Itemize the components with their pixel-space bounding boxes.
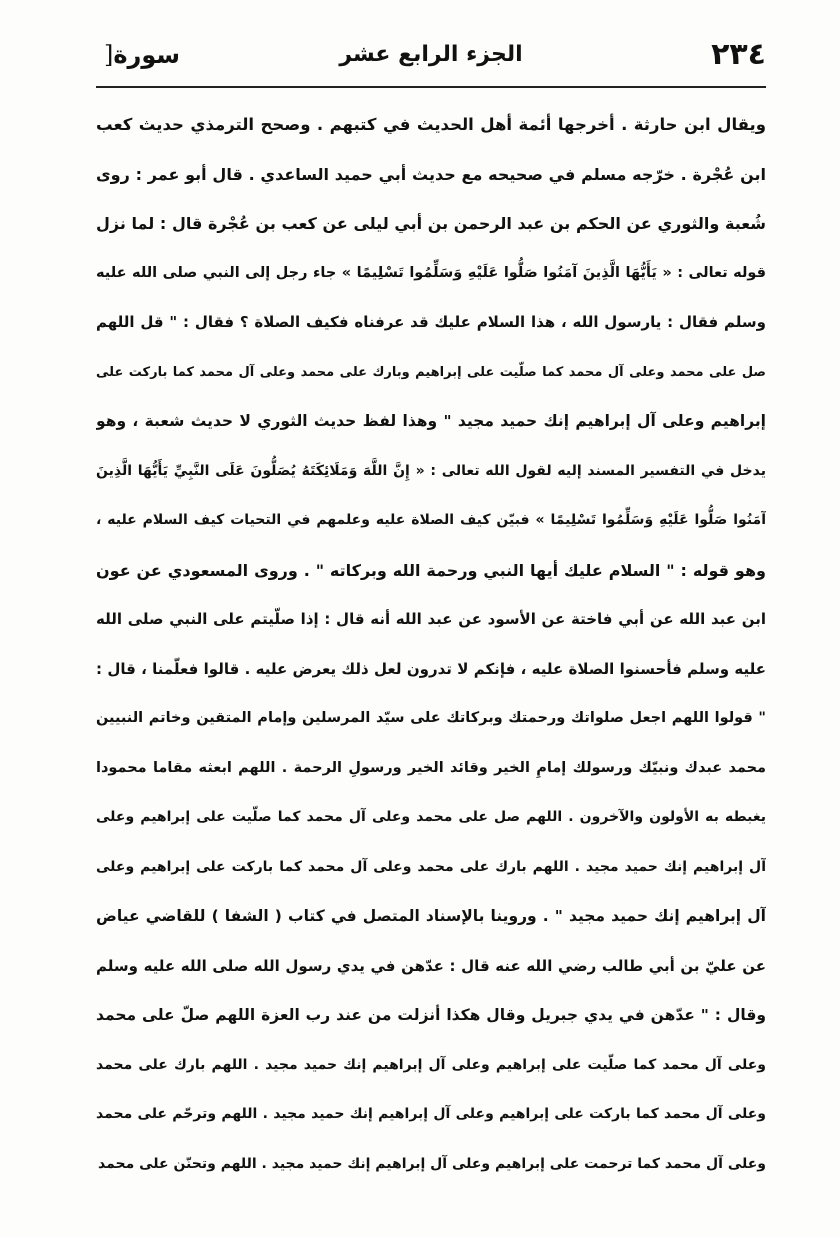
bracket-glyph: [ — [104, 41, 114, 69]
surah-label — [96, 34, 180, 76]
body-text — [96, 100, 766, 1189]
text-line: صل على محمد وعلى آل محمد كما صلّيت على إبراهيم وبارك على محمد وعلى آل محمد كما باركت على — [96, 364, 766, 380]
text-line: وعلى آل محمد كما ترحمت على إبراهيم وعلى آل إبراهيم إنك حميد مجيد . اللهم وتحنّن على محمد — [98, 1155, 766, 1172]
text-line: وقال : " عدّهن في يدي جبريل وقال هكذا أنزلت من عند رب العزة اللهم صلّ على محمد — [96, 1006, 766, 1024]
text-line: وعلى آل محمد كما باركت على إبراهيم وعلى آل إبراهيم إنك حميد مجيد . اللهم وترحّم على محمد — [96, 1106, 766, 1122]
text-line: شُعبة والثوري عن الحكم بن عبد الرحمن بن أبي ليلى عن كعب بن عُجْرة قال : لما نزل — [96, 214, 766, 233]
text-line: عليه وسلم فأحسنوا الصلاة عليه ، فإنكم لا تدرون لعل ذلك يعرض عليه . قالوا فعلّمنا ، قال : — [96, 659, 766, 678]
text-line: آل إبراهيم إنك حميد مجيد . اللهم بارك على محمد وعلى آل محمد كما باركت على إبراهيم وعلى — [96, 858, 766, 875]
text-line: ابن عُجْرة . خرّجه مسلم في صحيحه مع حديث أبي حميد الساعدي . قال أبو عمر : روى — [96, 164, 766, 184]
text-line: وهو قوله : " السلام عليك أيها النبي ورحمة الله وبركاته " . وروى المسعودي عن عون — [96, 560, 766, 580]
text-line: قوله تعالى : « يَأَيُّهَا الَّذِينَ آمَنُوا صَلُّوا عَلَيْهِ وَسَلِّمُوا تَسْلِيمًا » جاء رجل إلى النبي صلى الله عليه — [96, 264, 766, 281]
text-line: ابن عبد الله عن أبي فاختة عن الأسود عن عبد الله أنه قال : إذا صلّيتم على النبي صلى الله — [96, 610, 766, 628]
text-line: وسلم فقال : يارسول الله ، هذا السلام عليك قد عرفناه فكيف الصلاة ؟ فقال : " قل اللهم — [96, 313, 766, 331]
header-rule — [96, 86, 766, 88]
surah-label-text: سورة — [113, 41, 181, 69]
text-line: آل إبراهيم إنك حميد مجيد " . وروينا بالإسناد المتصل في كتاب ( الشفا ) للقاضي عياض — [96, 907, 766, 925]
text-line: محمد عبدك ونبيّك ورسولك إمامِ الخير وقائد الخير ورسولِ الرحمة . اللهم ابعثه مقاما محمودا — [96, 759, 766, 776]
text-line: ويقال ابن حارثة . أخرجها أئمة أهل الحديث في كتبهم . وصحح الترمذي حديث كعب — [96, 115, 766, 134]
text-line: " قولوا اللهم اجعل صلواتك ورحمتك وبركاتك على سيّد المرسلين وإمام المتقين وخاتم النبيين — [96, 710, 766, 726]
text-line: وعلى آل محمد كما صلّيت على إبراهيم وعلى آل إبراهيم إنك حميد مجيد . اللهم بارك على محمد — [96, 1056, 766, 1073]
page-number: ٢٣٤ — [711, 37, 766, 72]
text-line: عن عليّ بن أبي طالب رضي الله عنه قال : عدّهن في يدي رسول الله صلى الله عليه وسلم — [96, 956, 766, 975]
text-line: يغبطه به الأولون والآخرون . اللهم صل على محمد وعلى آل محمد كما صلّيت على إبراهيم وعلى — [96, 809, 766, 825]
text-line: آمَنُوا صَلُّوا عَلَيْهِ وَسَلِّمُوا تَسْلِيمًا » فبيّن كيف الصلاة عليه وعلمهم في التحيات كيف السلام عليه ، — [96, 512, 766, 528]
running-title: الجزء الرابع عشر — [339, 42, 523, 67]
text-line: يدخل في التفسير المسند إليه لقول الله تعالى : « إِنَّ اللَّهَ وَمَلَائِكَتَهُ يُصَلُّونَ عَلَى النَّبِيِّ يَأَيُّهَا الَّذِينَ — [96, 462, 766, 479]
text-line: إبراهيم وعلى آل إبراهيم إنك حميد مجيد " وهذا لفظ حديث الثوري لا حديث شعبة ، وهو — [96, 412, 766, 430]
page-header — [96, 34, 766, 76]
